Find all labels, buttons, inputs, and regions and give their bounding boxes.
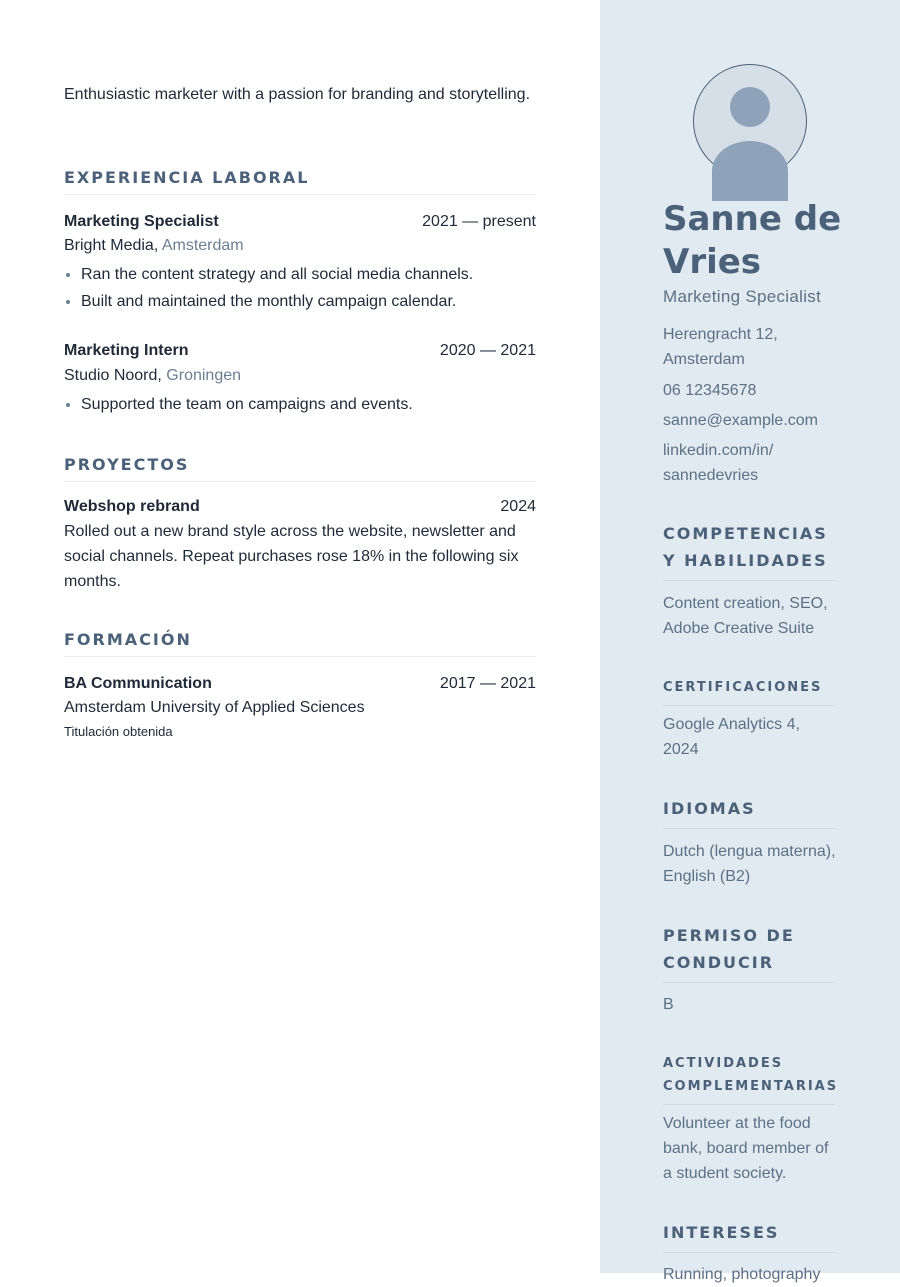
avatar-shoulders (712, 141, 788, 201)
avatar-head (730, 87, 770, 127)
job-bullet: Ran the content strategy and all social media channels. (64, 261, 536, 288)
degree-status: Titulación obtenida (64, 724, 173, 739)
contact-linkedin[interactable]: linkedin.com/in/ sannedevries (663, 442, 774, 484)
job-bullets (64, 261, 536, 315)
job-title: Marketing Intern (64, 342, 189, 359)
job-bullet: Built and maintained the monthly campaign calendar. (64, 288, 536, 315)
project-year: 2024 (500, 498, 536, 515)
project-description: Rolled out a new brand style across the website, newsletter and social channels. Repeat purchases rose 18% in the following six months. (64, 523, 519, 590)
person-name: Sanne de Vries (663, 199, 842, 282)
job-employer (64, 363, 241, 388)
employer-name: Bright Media, (64, 237, 159, 254)
job-title: Marketing Specialist (64, 213, 219, 230)
interests-text: Running, photography (663, 1266, 821, 1283)
employer-city: Groningen (166, 367, 242, 384)
license-text: B (663, 996, 674, 1013)
activities-heading: ACTIVIDADES COMPLEMENTARIAS (663, 1052, 835, 1105)
projects-heading: PROYECTOS (64, 455, 536, 482)
contact-phone: 06 12345678 (663, 382, 757, 399)
job-bullets (64, 391, 536, 418)
degree-name: BA Communication (64, 675, 212, 692)
languages-text: Dutch (lengua materna), English (B2) (663, 843, 836, 885)
skills-heading: COMPETENCIAS Y HABILIDADES (663, 520, 835, 581)
license-heading: PERMISO DE CONDUCIR (663, 922, 835, 983)
contact-email[interactable]: sanne@example.com (663, 412, 818, 429)
activities-text: Volunteer at the food bank, board member of a student society. (663, 1115, 829, 1182)
employer-name: Studio Noord, (64, 367, 162, 384)
contact-address: Herengracht 12, Amsterdam (663, 326, 778, 368)
education-dates: 2017 — 2021 (439, 675, 536, 692)
languages-heading: IDIOMAS (663, 795, 835, 829)
school-name: Amsterdam University of Applied Sciences (64, 699, 365, 716)
certifications-text: Google Analytics 4, 2024 (663, 716, 800, 758)
interests-heading: INTERESES (663, 1219, 835, 1253)
job-employer (64, 233, 244, 258)
job-dates: 2021 — present (422, 213, 536, 230)
sidebar (600, 0, 900, 1283)
profile-summary: Enthusiastic marketer with a passion for branding and storytelling. (64, 86, 531, 103)
skills-text: Content creation, SEO, Adobe Creative Suite (663, 595, 828, 637)
education-heading: FORMACIÓN (64, 630, 536, 657)
person-title: Marketing Specialist (663, 287, 822, 306)
job-dates: 2020 — 2021 (439, 342, 536, 359)
avatar-icon (693, 64, 807, 178)
job-bullet: Supported the team on campaigns and events. (64, 391, 536, 418)
project-name: Webshop rebrand (64, 498, 200, 515)
experience-heading: EXPERIENCIA LABORAL (64, 168, 536, 195)
certifications-heading: CERTIFICACIONES (663, 676, 835, 706)
employer-city: Amsterdam (161, 237, 244, 254)
